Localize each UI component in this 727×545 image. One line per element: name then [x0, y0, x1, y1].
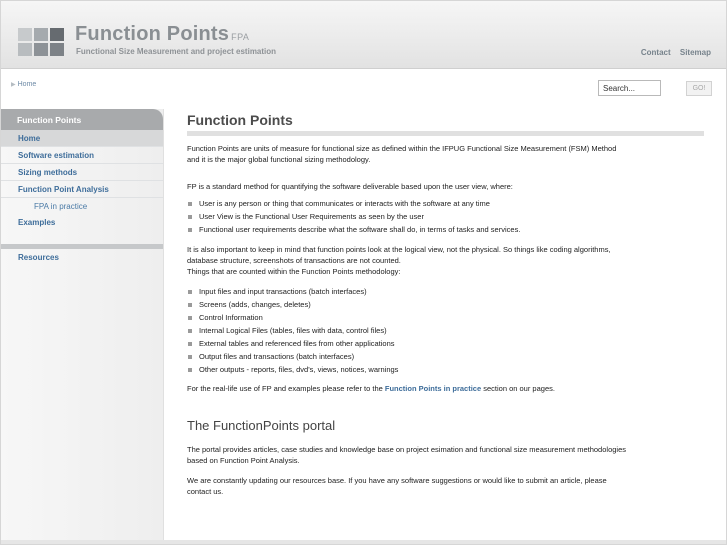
sidebar-item-fpa-in-practice[interactable]: FPA in practice — [34, 202, 88, 211]
portal-paragraph — [187, 444, 704, 466]
top-nav — [634, 48, 711, 57]
updating-line: We are constantly updating our resources base. If you have any software suggestions or would like to submit an article, please — [187, 476, 607, 485]
list-item-text: Screens (adds, changes, deletes) — [199, 300, 311, 309]
list-item-text: User View is the Functional User Requirements as seen by the user — [199, 212, 424, 221]
logical-line: Things that are counted within the Function Points methodology: — [187, 267, 401, 276]
updating-line: contact us. — [187, 487, 224, 496]
title-divider — [187, 131, 704, 136]
site-tagline: Functional Size Measurement and project estimation — [76, 47, 277, 56]
site-header — [1, 1, 726, 69]
logo-block — [18, 43, 32, 56]
intro-line: Function Points are units of measure for functional size as defined within the IFPUG Functional Size Measurement (FSM) Method — [187, 144, 617, 153]
bullet-icon — [188, 342, 192, 346]
logical-line: It is also important to keep in mind that function points look at the logical view, not the physical. So things like coding algorithms, — [187, 245, 611, 254]
list-item — [187, 298, 704, 311]
real-life-text: For the real-life use of FP and examples please refer to the — [187, 384, 385, 393]
list-item-text: Output files and transactions (batch interfaces) — [199, 352, 355, 361]
sidebar-item-function-point-analysis[interactable]: Function Point Analysis — [1, 181, 163, 198]
sitemap-link[interactable]: Sitemap — [679, 48, 711, 57]
list-item-text: Control Information — [199, 313, 263, 322]
logical-view-paragraph — [187, 244, 704, 277]
list-item — [187, 311, 704, 324]
real-life-paragraph — [187, 383, 704, 394]
logo-block — [18, 28, 32, 41]
sidebar-item-examples[interactable]: Examples — [18, 218, 56, 227]
footer-strip — [1, 540, 726, 544]
updating-paragraph — [187, 475, 704, 497]
bullet-icon — [188, 329, 192, 333]
bullet-icon — [188, 303, 192, 307]
intro-paragraph — [187, 143, 704, 165]
search-go-button[interactable]: GO! — [686, 81, 712, 96]
counted-items-list — [187, 285, 704, 376]
standard-paragraph: FP is a standard method for quantifying the software deliverable based upon the user view, where: — [187, 182, 513, 191]
list-item — [187, 223, 704, 236]
site-title[interactable] — [75, 23, 249, 46]
breadcrumb — [11, 81, 36, 88]
list-item — [187, 210, 704, 223]
logo-block — [50, 43, 64, 56]
site-title-text: Function Points — [75, 23, 230, 45]
portal-line: based on Function Point Analysis. — [187, 456, 300, 465]
bullet-icon — [188, 368, 192, 372]
sidebar-item-home[interactable]: Home — [1, 130, 163, 147]
list-item — [187, 197, 704, 210]
bullet-icon — [188, 355, 192, 359]
list-item — [187, 350, 704, 363]
breadcrumb-home-link[interactable]: Home — [17, 81, 37, 88]
bullet-icon — [188, 290, 192, 294]
bullet-icon — [188, 202, 192, 206]
contact-link[interactable]: Contact — [640, 48, 671, 57]
logo-block — [34, 28, 48, 41]
intro-line: and it is the major global functional sizing methodology. — [187, 155, 371, 164]
sidebar — [1, 109, 164, 545]
triangle-right-icon: ▶ — [11, 82, 16, 88]
sidebar-item-sizing-methods[interactable]: Sizing methods — [1, 164, 163, 181]
bullet-icon — [188, 316, 192, 320]
list-item-text: External tables and referenced files from other applications — [199, 339, 395, 348]
page-title: Function Points — [187, 112, 293, 128]
list-item-text: Internal Logical Files (tables, files with data, control files) — [199, 326, 387, 335]
list-item — [187, 285, 704, 298]
list-item-text: Functional user requirements describe what the software shall do, in terms of tasks and services. — [199, 225, 521, 234]
portal-line: The portal provides articles, case studies and knowledge base on project esimation and functional size measurement methodologies — [187, 445, 626, 454]
list-item-text: User is any person or thing that communicates or interacts with the software at any time — [199, 199, 490, 208]
bullet-icon — [188, 215, 192, 219]
sidebar-header: Function Points — [1, 109, 163, 130]
list-item — [187, 324, 704, 337]
site-title-suffix: FPA — [231, 32, 250, 42]
sidebar-item-software-estimation[interactable]: Software estimation — [1, 147, 163, 164]
sidebar-item-resources[interactable]: Resources — [18, 253, 59, 262]
list-item-text: Input files and input transactions (batch interfaces) — [199, 287, 367, 296]
portal-heading: The FunctionPoints portal — [187, 418, 336, 433]
list-item — [187, 337, 704, 350]
user-view-list — [187, 197, 704, 236]
logical-line: database structure, screenshots of transactions are not counted. — [187, 256, 401, 265]
logo-block — [34, 43, 48, 56]
list-item — [187, 363, 704, 376]
real-life-text-end: section on our pages. — [481, 384, 555, 393]
logo-block — [50, 28, 64, 41]
list-item-text: Other outputs - reports, files, dvd's, views, notices, warnings — [199, 365, 399, 374]
fp-in-practice-link[interactable]: Function Points in practice — [384, 384, 482, 393]
search-input[interactable] — [598, 80, 661, 96]
bullet-icon — [188, 228, 192, 232]
